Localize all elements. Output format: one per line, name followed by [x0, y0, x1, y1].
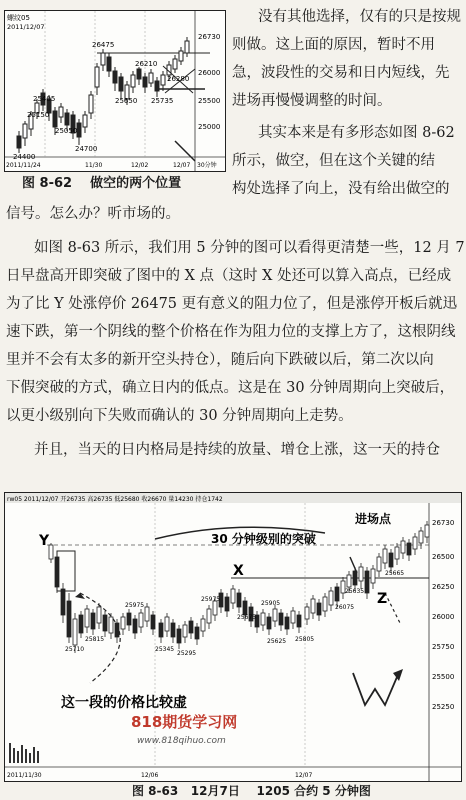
annotation-30min-breakout: 30 分钟级别的突破	[211, 532, 316, 546]
body-text-line: 信号。怎么办？听市场的。	[6, 206, 180, 222]
right-text-line: 所示，做空，但在这个关键的结	[232, 153, 435, 169]
fig63-price-label: 25905	[261, 600, 281, 607]
right-text-line: 进场再慢慢调整的时间。	[232, 93, 392, 109]
fig62-price-label: 24400	[13, 153, 36, 161]
fig63-price-label: 26075	[335, 604, 355, 611]
caption-text: 做空的两个位置	[90, 176, 182, 191]
fig63-header: rw05 2011/12/07 开26735 高26735 低25680 收26670 量14230 持仓1742	[7, 496, 223, 503]
right-text-line: 急，波段性的交易和日内短线，先	[232, 65, 450, 81]
fig63-axis-label: 25250	[432, 703, 455, 711]
fig63-price-label: 25710	[65, 646, 85, 653]
fig62-axis-label: 25000	[198, 123, 221, 131]
right-text-line: 则做。这上面的原因，暂时不用	[232, 37, 435, 53]
fig63-date-label: 2011/11/30	[7, 772, 42, 779]
fig63-axis-label: 26500	[432, 553, 455, 561]
caption-number: 图 8-63	[132, 784, 179, 798]
fig62-price-label: 26475	[92, 41, 115, 49]
fig63-price-label: 25625	[267, 638, 287, 645]
right-text-line: 其实本来是有多形态如图 8-62	[258, 125, 455, 141]
fig62-price-label: 25150	[27, 111, 50, 119]
watermark-brand: 818期货学习网	[131, 713, 238, 731]
fig62-date-label: 12/07	[173, 162, 191, 169]
fig62-header-left: 螺纹05	[7, 14, 30, 22]
body-text-line: 速下跌，第一个阴线的整个价格在作为阻力位的支撑上方了，这根阴线	[6, 324, 456, 340]
fig63-price-label: 25345	[155, 646, 175, 653]
figure-8-63-svg	[5, 493, 461, 781]
fig63-price-label: 25635	[345, 588, 365, 595]
body-text-line: 里并不会有太多的新开空头持仓），随后向下跌破以后，第二次以向	[6, 352, 434, 368]
annotation-entry-point: 进场点	[355, 512, 392, 526]
fig63-price-label: 25675	[237, 614, 257, 621]
fig63-price-label: 25295	[177, 650, 197, 657]
caption-number: 图 8-62	[22, 176, 73, 191]
fig63-price-label: 25975	[201, 596, 221, 603]
figure-8-62-svg	[5, 11, 225, 171]
right-text-line: 没有其他选择，仅有的只是按规	[258, 9, 461, 25]
caption-date: 12月7日	[190, 784, 240, 798]
figure-8-62-chart	[4, 10, 226, 172]
label-z: Z	[377, 591, 388, 607]
label-y: Y	[39, 533, 50, 549]
figure-8-62-caption	[22, 172, 181, 191]
fig62-price-label: 25650	[115, 97, 138, 105]
body-text-line: 并且，当天的日内格局是持续的放量、增仓上涨，这一天的持仓	[34, 442, 440, 458]
right-text-line: 构处选择了向上，没有给出做空的	[232, 181, 450, 197]
fig62-price-label: 24700	[75, 145, 98, 153]
fig62-date-label: 12/02	[131, 162, 149, 169]
body-text-line: 为了比 Y 处涨停价 26475 更有意义的阻力位了，但是涨停开板后就迅	[6, 296, 458, 312]
body-text-line: 如图 8-63 所示，我们用 5 分钟的图可以看得更清楚一些，12 月 7	[34, 240, 465, 256]
body-text-line: 下假突破的方式，确立日内的低点。这是在 30 分钟周期向上突破后，	[6, 380, 455, 396]
fig63-price-label: 25665	[385, 570, 405, 577]
fig62-price-label: 25405	[33, 95, 56, 103]
fig63-price-label: 25975	[125, 602, 145, 609]
fig62-header-date: 2011/12/07	[7, 23, 45, 31]
label-x: X	[233, 563, 244, 579]
fig62-price-label: 25735	[151, 97, 174, 105]
figure-8-63-caption	[132, 782, 371, 799]
body-text-line: 以更小级别向下失败而确认的 30 分钟周期向上走势。	[6, 408, 353, 424]
caption-text: 1205 合约 5 分钟图	[256, 784, 371, 798]
fig62-axis-label: 25500	[198, 97, 221, 105]
figure-8-63-volume	[9, 743, 39, 763]
fig62-bottom-right: 30分钟	[197, 162, 217, 169]
fig63-axis-label: 26730	[432, 519, 455, 527]
watermark-url: www.818qihuo.com	[137, 736, 226, 746]
right-column-text	[232, 3, 464, 195]
body-text	[6, 200, 465, 476]
fig62-price-label: 25050	[55, 127, 78, 135]
fig63-axis-label: 25500	[432, 673, 455, 681]
fig63-price-label: 25805	[295, 636, 315, 643]
fig63-axis-label: 26250	[432, 583, 455, 591]
figure-8-63-chart	[4, 492, 462, 782]
fig63-date-label: 12/06	[141, 772, 159, 779]
fig62-axis-label: 26000	[198, 69, 221, 77]
annotation-price-weak: 这一段的价格比较虚	[61, 695, 187, 711]
fig62-date-label: 11/30	[85, 162, 103, 169]
fig63-price-label: 25815	[85, 636, 105, 643]
fig62-date-label: 2011/11/24	[6, 162, 41, 169]
fig63-axis-label: 25750	[432, 643, 455, 651]
fig63-date-label: 12/07	[295, 772, 313, 779]
fig62-price-label: 26210	[135, 60, 158, 68]
fig62-price-label: 26280	[167, 75, 190, 83]
fig63-axis-label: 26000	[432, 613, 455, 621]
fig62-axis-label: 26730	[198, 33, 221, 41]
body-text-line: 日早盘高开即突破了图中的 X 点（这时 X 处还可以算入高点，已经成	[6, 268, 452, 284]
